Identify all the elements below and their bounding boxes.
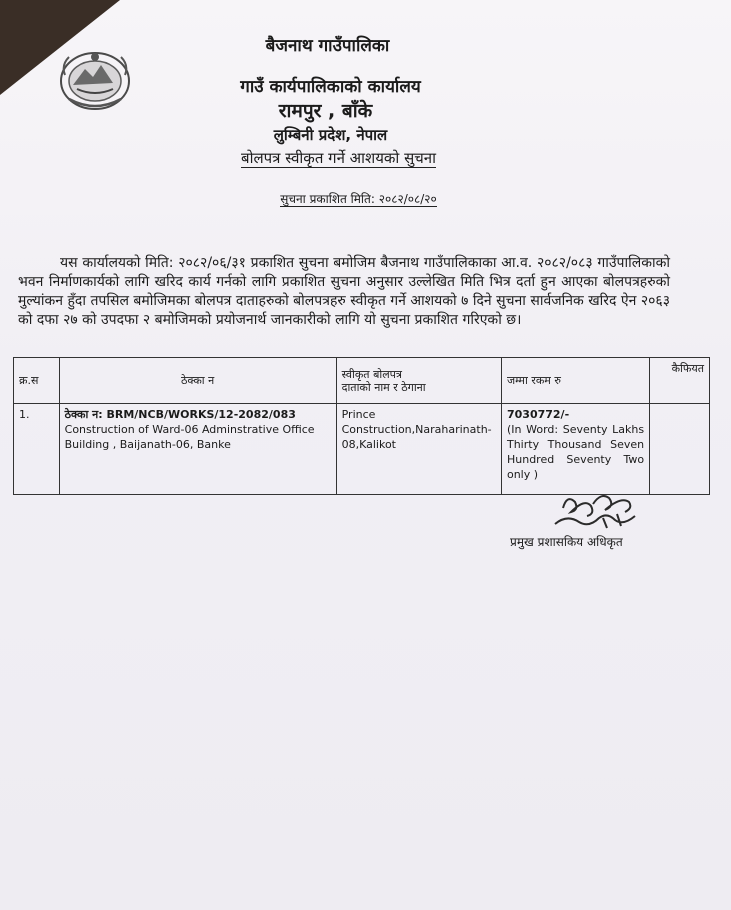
award-table (13, 357, 710, 495)
header-bidder (336, 358, 501, 404)
notice-body: यस कार्यालयको मिति: २०८२/०६/३१ प्रकाशित सुचना बमोजिम बैजनाथ गाउँपालिकाका आ.व. २०८२/०८३ गाउँपालिकाको भवन निर्माणकार्यको लागि खरिद कार्य गर्नको लागि प्रकाशित सुचना अनुसार उल्लेखित मिति भित्र दर्ता हुन आएका बोलपत्रहरुको मुल्यांकन हुँदा तपसिल बमोजिमका बोलपत्र दाताहरुको बोलपत्रहरु स्वीकृत गर्ने आशयको ७ दिने सुचना सार्वजनिक खरिद ऐन २०६३ को दफा २७ को उपदफा २ बमोजिमको प्रयोजनार्थ जानकारीको लागि यो सुचना प्रकाशित गरिएको छ। (18, 255, 670, 328)
amount-figure: 7030772/- (506, 408, 570, 421)
table-row (14, 404, 710, 495)
row-remarks (650, 404, 710, 495)
header-amount: जम्मा रकम रु (501, 358, 649, 404)
municipality-name: बैजनाथ गाउँपालिका (265, 36, 390, 56)
table-header-row (14, 358, 710, 404)
office-location: रामपुर , बाँके (278, 100, 373, 122)
row-contract (59, 404, 336, 495)
row-amount (501, 404, 649, 495)
notice-title-text: बोलपत्र स्वीकृत गर्ने आशयको सुचना (241, 149, 436, 167)
publication-date-text: सुचना प्रकाशित मिति: २०८२/०८/२० (280, 192, 437, 206)
header-bidder-line2: दाताको नाम र ठेगाना (341, 380, 426, 394)
header-bidder-line1: स्वीकृत बोलपत्र (341, 367, 402, 381)
bidder-name: Prince (341, 408, 376, 421)
amount-in-words: (In Word: Seventy Lakhs Thirty Thousand Seven Hundred Seventy Two only ) (506, 423, 645, 481)
header-contract: ठेक्का न (59, 358, 336, 404)
header-remarks: कैफियत (650, 358, 710, 404)
bidder-address: Construction,Naraharinath-08,Kalikot (341, 423, 492, 451)
handwritten-signature-icon (545, 488, 645, 536)
publication-date (0, 190, 724, 207)
row-bidder (336, 404, 501, 495)
signatory-title: प्रमुख प्रशासकिय अधिकृत (510, 535, 623, 549)
office-name: गाउँ कार्यपालिकाको कार्यालय (240, 77, 421, 97)
contract-number: ठेक्का न: BRM/NCB/WORKS/12-2082/083 (64, 408, 296, 421)
header-sn: क्र.स (14, 358, 60, 404)
row-sn: 1. (14, 404, 60, 495)
notice-title (0, 148, 704, 168)
contract-description: Construction of Ward-06 Adminstrative Office Building , Baijanath-06, Banke (64, 423, 315, 451)
province-name: लुम्बिनी प्रदेश, नेपाल (273, 126, 388, 144)
